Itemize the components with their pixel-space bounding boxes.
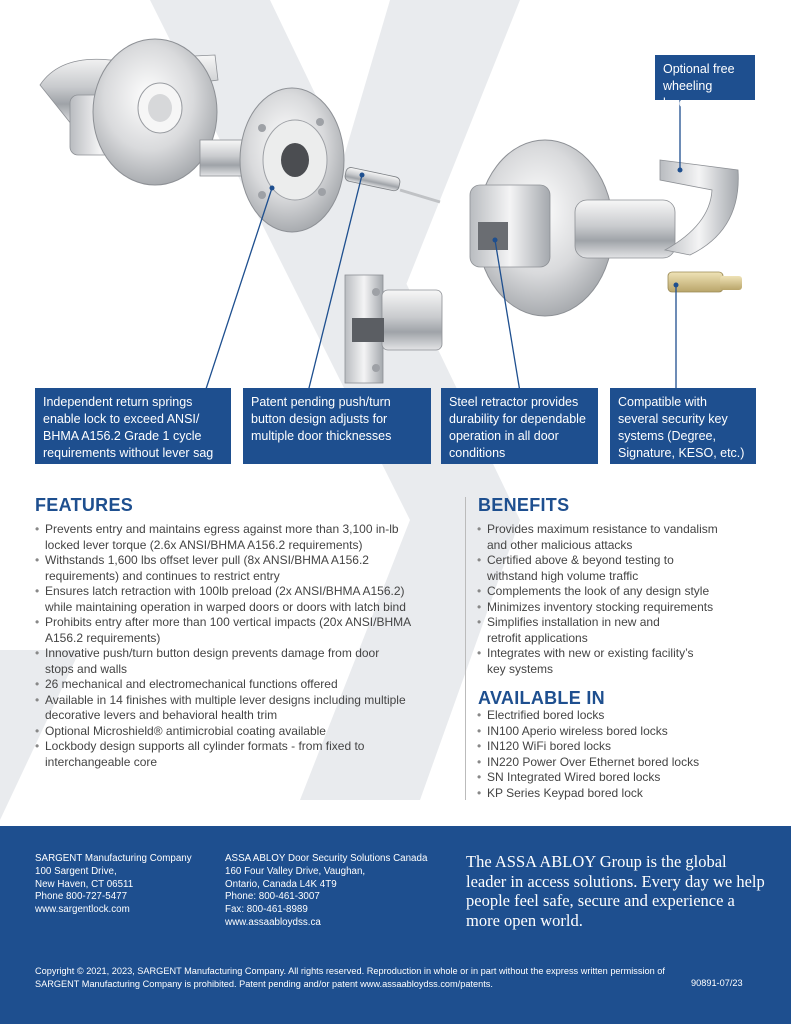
sargent-address: SARGENT Manufacturing Company 100 Sargent Drive, New Haven, CT 06511 Phone 800-727-5477 www.sargentlock.com: [35, 853, 192, 916]
available-item: • KP Series Keypad bored lock: [477, 786, 777, 802]
available-item: • IN100 Aperio wireless bored locks: [477, 724, 777, 740]
chassis: [470, 140, 675, 316]
benefit-item: • Certified above & beyond testing to withstand high volume traffic: [477, 553, 777, 584]
benefit-item: • Provides maximum resistance to vandalism and other malicious attacks: [477, 522, 777, 553]
benefit-item: • Integrates with new or existing facility’s key systems: [477, 646, 777, 677]
available-item: • Electrified bored locks: [477, 708, 777, 724]
callout-free-wheeling: [655, 55, 755, 110]
callout-push-turn-text: Patent pending push/turn button design adjusts for multiple door thicknesses: [251, 395, 392, 443]
features-list: [35, 522, 455, 770]
callout-steel-retractor: [441, 388, 598, 464]
feature-item: • 26 mechanical and electromechanical functions offered: [35, 677, 455, 693]
feature-item: • Withstands 1,600 lbs offset lever pull (8x ANSI/BHMA A156.2 requirements) and continues to restrict entry: [35, 553, 455, 584]
left-rose: [93, 39, 217, 185]
feature-item: • Available in 14 finishes with multiple lever designs including multiple decorative levers and behavioral health trim: [35, 693, 455, 724]
available-item: • IN120 WiFi bored locks: [477, 739, 777, 755]
callout-steel-retractor-text: Steel retractor provides durability for dependable operation in all door conditions: [449, 395, 586, 460]
available-item: • SN Integrated Wired bored locks: [477, 770, 777, 786]
feature-item: • Innovative push/turn button design prevents damage from door stops and walls: [35, 646, 455, 677]
available-item: • IN220 Power Over Ethernet bored locks: [477, 755, 777, 771]
benefits-list: [477, 522, 777, 677]
document-number: 90891-07/23: [691, 978, 743, 988]
callout-push-turn: [243, 388, 431, 464]
feature-item: • Optional Microshield® antimicrobial coating available: [35, 724, 455, 740]
callout-return-springs: [35, 388, 231, 464]
benefit-item: • Complements the look of any design style: [477, 584, 777, 600]
available-list: [477, 708, 777, 801]
feature-item: • Prohibits entry after more than 100 vertical impacts (20x ANSI/BHMA A156.2 requirements): [35, 615, 455, 646]
feature-item: • Ensures latch retraction with 100lb preload (2x ANSI/BHMA A156.2) while maintaining operation in warped doors or doors with latch bind: [35, 584, 455, 615]
copyright: Copyright © 2021, 2023, SARGENT Manufacturing Company. All rights reserved. Reproduction in whole or in part without the express written permission of SARGENT Manufacturing Company is prohibited. Patent pending and/or patent www.assaabloydss.com/patents.: [35, 966, 665, 989]
key: [668, 272, 742, 292]
benefit-item: • Minimizes inventory stocking requirements: [477, 600, 777, 616]
callout-free-wheeling-text: Optional free wheeling levers: [663, 62, 735, 110]
column-divider: [465, 497, 466, 800]
feature-item: • Prevents entry and maintains egress against more than 3,100 in-lb locked lever torque (2.6x ANSI/BHMA A156.2 requirements): [35, 522, 455, 553]
callout-key-systems: [610, 388, 756, 464]
benefits-heading: BENEFITS: [478, 495, 570, 515]
available-heading: AVAILABLE IN: [478, 688, 605, 708]
tagline: The ASSA ABLOY Group is the global leader in access solutions. Every day we help people feel safe, secure and experience a more open world.: [466, 852, 765, 930]
callout-key-systems-text: Compatible with several security key systems (Degree, Signature, KESO, etc.): [618, 395, 745, 460]
footer: [0, 826, 791, 1024]
benefit-item: • Simplifies installation in new and retrofit applications: [477, 615, 777, 646]
feature-item: • Lockbody design supports all cylinder formats - from fixed to interchangeable core: [35, 739, 455, 770]
canada-address: ASSA ABLOY Door Security Solutions Canada 160 Four Valley Drive, Vaughan, Ontario, Canada L4K 4T9 Phone: 800-461-3007 Fax: 800-461-8989 www.assaabloydss.ca: [225, 853, 428, 928]
features-heading: FEATURES: [35, 495, 134, 515]
callout-return-springs-text: Independent return springs enable lock to exceed ANSI/ BHMA A156.2 Grade 1 cycle requirements without lever sag: [43, 395, 214, 460]
